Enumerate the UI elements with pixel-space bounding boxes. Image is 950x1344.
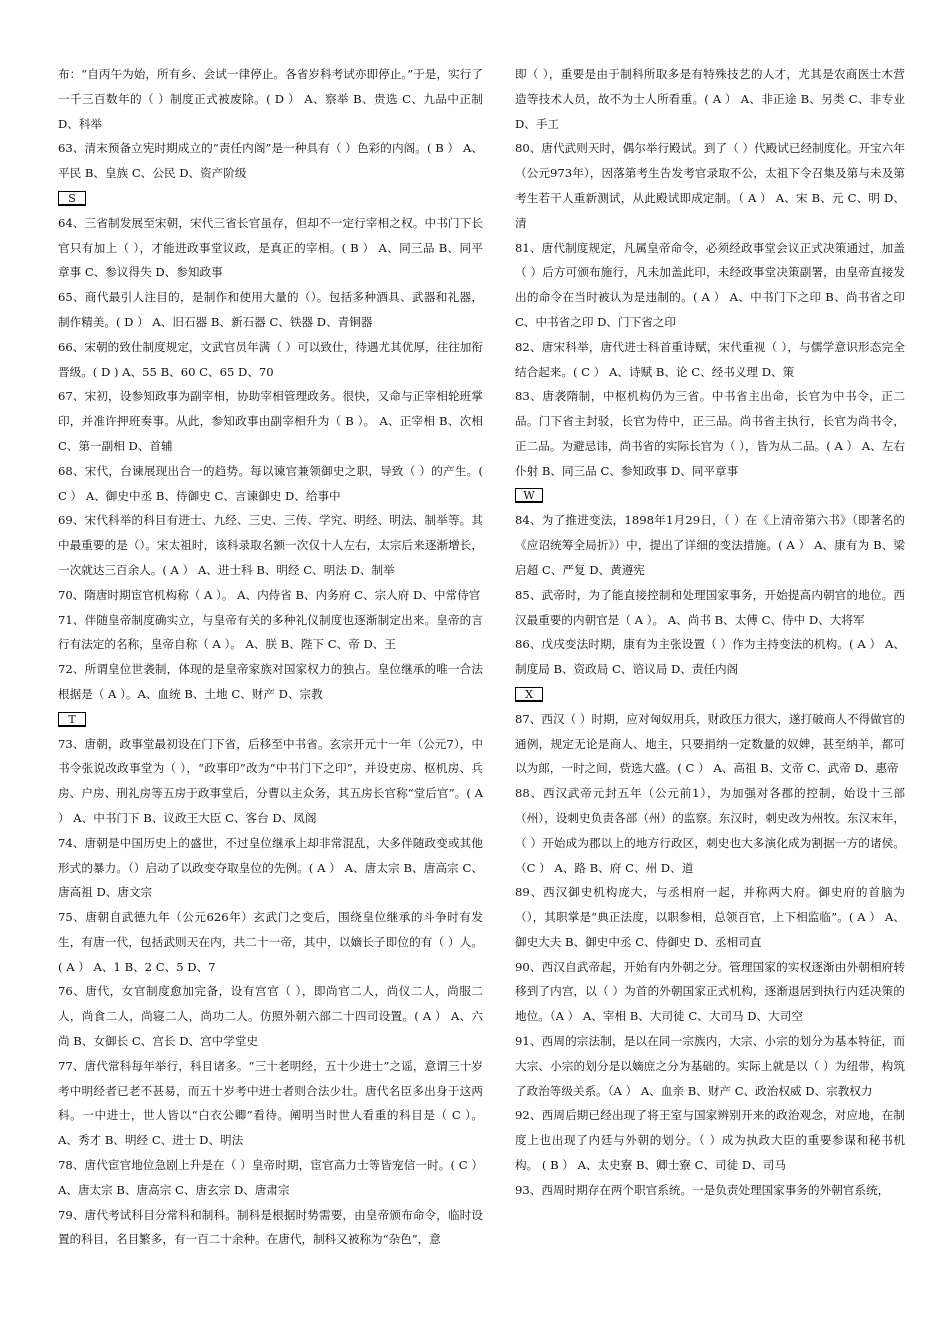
section-letter-box: W	[515, 488, 543, 503]
question-q83: 83、唐袭隋制，中枢机构仍为三省。中书省主出命，长官为中书令，正二品。门下省主封驳，长官为侍中，正三品。尚书省主执行，长官为尚书令，正二品。为避忌讳，尚书省的实际长官为（ ），皆为从二品。( A ） A、左右仆射 B、同三品 C、参知政事 D、同平章事	[515, 389, 905, 478]
question-q65: 65、商代最引人注目的，是制作和使用大量的（）。包括多种酒具、武器和礼器，制作精美。( D ） A、旧石器 B、新石器 C、铁器 D、青铜器	[58, 290, 483, 329]
question-q68: 68、宋代，台谏展现出合一的趋势。每以谏官兼领御史之职，导致（ ）的产生。( C ） A、御史中丞 B、侍御史 C、言谏御史 D、给事中	[58, 463, 483, 503]
question-q67: 67、宋初，设参知政事为副宰相，协助宰相管理政务。很快，又命与正宰相轮班掌印，并准许押班奏事。从此，参知政事由副宰相升为（ B ）。 A、正宰相 B、次相 C、第一副相 D、首辅	[58, 389, 483, 453]
question-q81: 81、唐代制度规定，凡属皇帝命令，必须经政事堂会议正式决策通过，加盖（ ）后方可颁布施行，凡未加盖此印，未经政事堂决策副署，由皇帝直接发出的命令在当时被认为是违制的。( A ） A、中书门下之印 B、尚书省之印 C、中书省之印 D、门下省之印	[515, 240, 905, 329]
question-q79-cont: 即（ ），重要是由于制科所取多是有特殊技艺的人才，尤其是农商医士木营造等技术人员，故不为士人所看重。( A ） A、非正途 B、另类 C、非专业 D、手工	[515, 67, 905, 131]
question-q92: 92、西周后期已经出现了将王室与国家辨别开来的政治观念，对应地，在制度上也出现了内廷与外朝的划分。（ ）成为执政大臣的重要参谋和秘书机构。 ( B ） A、太史寮 B、卿士寮 C、司徒 D、司马	[515, 1108, 905, 1173]
question-q69: 69、宋代科举的科目有进士、九经、三史、三传、学究、明经、明法、制举等。其中最重要的是（）。宋太祖时，该科录取名额一次仅十人左右，太宗后来逐渐增长，一次就达三百余人。( A ） A、进士科 B、明经 C、明法 D、制举	[58, 513, 483, 577]
question-q84: 84、为了推进变法，1898年1月29日，（ ）在《上清帝第六书》（即著名的《应诏统筹全局折》）中，提出了详细的变法措施。( A ） A、康有为 B、梁启超 C、严复 D、黄遵宪	[515, 513, 905, 577]
left-column	[58, 62, 483, 1252]
question-q79: 79、唐代考试科目分常科和制科。制科是根据时势需要，由皇帝颁布命令，临时设置的科目，名目繁多，有一百二十余种。在唐代，制科又被称为“杂色”，意	[58, 1207, 483, 1247]
question-q77: 77、唐代常科每年举行，科目诸多。“三十老明经，五十少进士”之谣，意谓三十岁考中明经者已老不甚易，而五十岁考中进士者则合法少壮。唐代名臣多出身于这两科。一中进士，世人皆以“白衣公卿”看待。阐明当时世人看重的科目是（ C ）。 A、秀才 B、明经 C、进士 D、明法	[58, 1058, 483, 1148]
question-q88: 88、西汉武帝元封五年（公元前1），为加强对各郡的控制，始设十三部（州），设刺史负责各部（州）的监察。东汉时，刺史改为州牧。东汉末年，（ ）开始成为郡以上的地方行政区，刺史也大多演化成为割据一方的诸侯。（C ） A、路 B、府 C、州 D、道	[515, 786, 905, 875]
question-q80: 80、唐代武则天时，偶尔举行殿试。到了（ ）代殿试已经制度化。开宝六年（公元973年），因落第考生告发考官录取不公，太祖下令召集及第与未及第考生若干人重新测试，从此殿试即成定制。（ A ） A、宋 B、元 C、明 D、清	[515, 141, 905, 230]
section-letter-box: S	[58, 191, 86, 206]
section-letter-x	[515, 682, 905, 707]
section-letter-t	[58, 707, 483, 732]
question-q62-cont: 布：“自丙午为始，所有乡、会试一律停止。各省岁科考试亦即停止。”于是，实行了一千三百数年的（ ）制度正式被废除。( D ） A、察举 B、贵选 C、九品中正制 D、科举	[58, 67, 483, 131]
section-letter-box: T	[58, 712, 86, 727]
section-letter-w	[515, 484, 905, 509]
section-letter-s	[58, 186, 483, 211]
question-q74: 74、唐朝是中国历史上的盛世，不过皇位继承上却非常混乱，大多伴随政变或其他形式的暴力。（）启动了以政变夺取皇位的先例。( A ） A、唐太宗 B、唐高宗 C、唐高祖 D、唐文宗	[58, 835, 483, 900]
question-q66: 66、宋朝的致仕制度规定，文武官员年满（ ）可以致仕，待遇尤其优厚，往往加衔晋级。( D ) A、55 B、60 C、65 D、70	[58, 339, 483, 379]
question-q86: 86、戊戌变法时期，康有为主张设置（ ）作为主持变法的机构。( A ） A、制度局 B、资政局 C、谘议局 D、责任内阁	[515, 637, 905, 677]
section-letter-box: X	[515, 687, 543, 702]
question-q76: 76、唐代，女官制度愈加完备，设有宫官（ ），即尚官二人，尚仪二人，尚服二人，尚食二人，尚寝二人，尚功二人。仿照外朝六部二十四司设置。( A ） A、六尚 B、女御长 C、宫长 D、宫中学堂史	[58, 984, 483, 1049]
question-q75: 75、唐朝自武德九年（公元626年）玄武门之变后，围绕皇位继承的斗争时有发生，有唐一代，包括武则天在内，共二十一帝，其中，以嫡长子即位的有（ ）人。( A ） A、1 B、2 C、5 D、7	[58, 910, 483, 974]
question-q85: 85、武帝时，为了能直接控制和处理国家事务，开始提高内朝官的地位。西汉最重要的内朝官是（ A ）。 A、尚书 B、太傅 C、侍中 D、大将军	[515, 587, 905, 627]
question-q72: 72、所谓皇位世袭制，体现的是皇帝家族对国家权力的独占。皇位继承的唯一合法根据是（ A ）。A、血统 B、土地 C、财产 D、宗教	[58, 662, 483, 701]
question-q64: 64、三省制发展至宋朝，宋代三省长官虽存，但却不一定行宰相之权。中书门下长官只有加上（ ），才能进政事堂议政，是真正的宰相。( B ） A、同三品 B、同平章事 C、参议得失 D、参知政事	[58, 215, 483, 280]
question-q71: 71、伴随皇帝制度确实立，与皇帝有关的多种礼仪制度也逐渐制定出来。皇帝的言行有法定的名称，皇帝自称（ A ）。 A、朕 B、陛下 C、帝 D、王	[58, 612, 483, 652]
question-q87: 87、西汉（ ）时期，应对匈奴用兵，财政压力很大，遂打破商人不得做官的通例，规定无论是商人、地主，只要捐纳一定数量的奴婢，甚至纳羊，都可以为郎，一时之间，赀选大盛。( C ） A、高祖 B、文帝 C、武帝 D、惠帝	[515, 711, 905, 776]
question-q91: 91、西周的宗法制，是以在同一宗族内，大宗、小宗的划分为基本特征，而大宗、小宗的划分是以嫡庶之分为基础的。实际上就是以（ ）为纽带，构筑了政治等级关系。（A ） A、血亲 B、财产 C、政治权威 D、宗教权力	[515, 1034, 905, 1098]
question-q93: 93、西周时期存在两个职官系统。一是负责处理国家事务的外朝官系统，	[515, 1182, 890, 1197]
question-q82: 82、唐宋科举，唐代进士科首重诗赋，宋代重视（ ），与儒学意识形态完全结合起来。( C ） A、诗赋 B、论 C、经书义理 D、策	[515, 339, 905, 379]
question-q70: 70、隋唐时期宦官机构称（ A ）。 A、内侍省 B、内务府 C、宗人府 D、中常侍官	[58, 587, 481, 602]
question-q78: 78、唐代宦官地位急剧上升是在（ ）皇帝时期，宦官高力士等皆宠信一时。( C ） A、唐太宗 B、唐高宗 C、唐玄宗 D、唐肃宗	[58, 1158, 483, 1197]
question-q63: 63、清末预备立宪时期成立的“责任内阁”是一种具有（ ）色彩的内阁。( B ） A、平民 B、皇族 C、公民 D、资产阶级	[58, 141, 483, 181]
right-column	[515, 62, 905, 1203]
question-q89: 89、西汉御史机构庞大，与丞相府一起，并称两大府。御史府的首脑为（），其职掌是“典正法度，以职参相，总领百官，上下相监临”。( A ） A、御史大夫 B、御史中丞 C、侍御史 D、丞相司直	[515, 885, 905, 949]
question-q90: 90、西汉自武帝起，开始有内外朝之分。管理国家的实权逐渐由外朝相府转移到了内宫，以（ ）为首的外朝国家正式机构，逐渐退居到执行内廷决策的地位。（A ） A、宰相 B、大司徒 C、大司马 D、大司空	[515, 959, 905, 1024]
question-q73: 73、唐朝，政事堂最初设在门下省，后移至中书省。玄宗开元十一年（公元7），中书令张说改政事堂为（ ），“政事印”改为“中书门下之印”，并设吏房、枢机房、兵房、户房、刑礼房等五房于政事堂后，分曹以主众务，其五房长官称“堂后官”。( A ） A、中书门下 B、议政王大臣 C、客台 D、凤阁	[58, 736, 483, 825]
